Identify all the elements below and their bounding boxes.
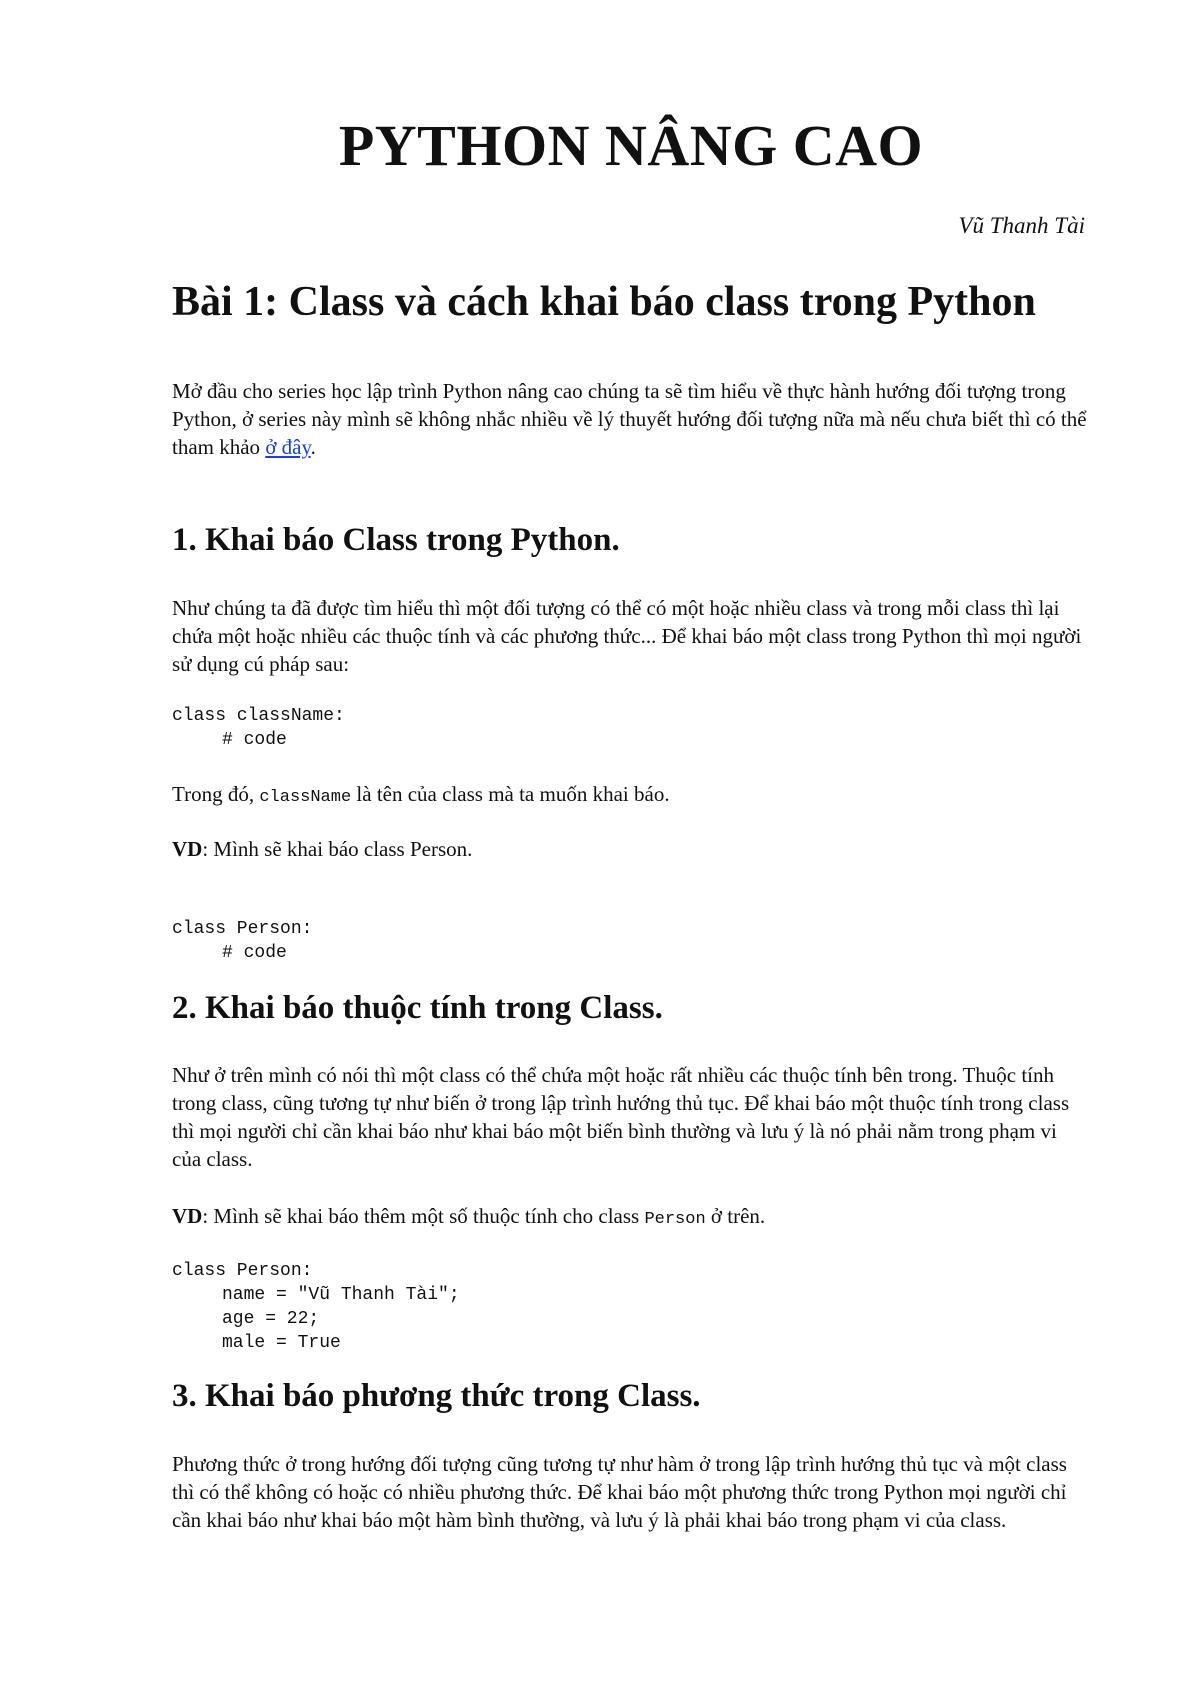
example-1-text: : Mình sẽ khai báo class Person. xyxy=(202,837,473,861)
code-block-person-attributes xyxy=(172,1259,460,1355)
section-2-paragraph: Như ở trên mình có nói thì một class có thể chứa một hoặc rất nhiều các thuộc tính bên trong. Thuộc tính trong class, cũng tương tự như biến ở trong lập trình hướng thủ tục. Để khai báo một thuộc tính trong class thì mọi người chỉ cần khai báo như khai báo một biến bình thường và lưu ý là nó phải nằm trong phạm vi của class. xyxy=(172,1063,1070,1171)
code-line: # code xyxy=(222,730,287,750)
section-2-title: 2. Khai báo thuộc tính trong Class. xyxy=(172,990,663,1026)
reference-link[interactable]: ở đây xyxy=(265,435,311,459)
section-3-paragraph: Phương thức ở trong hướng đối tượng cũng tương tự như hàm ở trong lập trình hướng thủ tục và một class thì có thể không có hoặc có nhiều phương thức. Để khai báo một phương thức trong Python mọi người chỉ cần khai báo như khai báo một hàm bình thường, và lưu ý là phải khai báo trong phạm vi của class. xyxy=(172,1452,1067,1532)
vd-label: VD xyxy=(172,1204,203,1228)
example-2-text: : Mình sẽ khai báo thêm một số thuộc tính cho class xyxy=(202,1204,645,1228)
code-line: age = 22; xyxy=(222,1309,320,1329)
section-1-title: 1. Khai báo Class trong Python. xyxy=(172,522,620,558)
intro-paragraph xyxy=(172,377,1090,461)
section-1-paragraph: Như chúng ta đã được tìm hiểu thì một đối tượng có thể có một hoặc nhiều class và trong mỗi class thì lại chứa một hoặc nhiều các thuộc tính và các phương thức... Để khai báo một class trong Python thì mọi người sử dụng cú pháp sau: xyxy=(172,596,1082,676)
intro-text: Mở đầu cho series học lập trình Python nâng cao chúng ta sẽ tìm hiểu về thực hành hướng đối tượng trong Python, ở series này mình sẽ không nhắc nhiều về lý thuyết hướng đối tượng nữa mà nếu chưa biết thì có thể tham khảo xyxy=(172,379,1087,459)
code-line: male = True xyxy=(222,1333,341,1353)
inline-code-classname: className xyxy=(259,788,352,807)
lesson-title: Bài 1: Class và cách khai báo class trong Python xyxy=(172,279,1036,325)
intro-text-end: . xyxy=(310,435,316,459)
inline-code-person: Person xyxy=(644,1210,706,1229)
classname-explanation xyxy=(172,780,1090,812)
code-line: class className: xyxy=(172,706,345,726)
code-line: # code xyxy=(222,943,287,963)
code-line: class Person: xyxy=(172,919,313,939)
document-title: PYTHON NÂNG CAO xyxy=(338,113,924,178)
section-3-title: 3. Khai báo phương thức trong Class. xyxy=(172,1378,701,1414)
code-block-person xyxy=(172,917,312,965)
explanation-text: Trong đó, xyxy=(172,782,260,806)
vd-label: VD xyxy=(172,837,203,861)
author-name: Vũ Thanh Tài xyxy=(958,213,1085,238)
example-1-label xyxy=(172,835,1090,863)
code-block-class-syntax xyxy=(172,704,345,752)
example-2-label xyxy=(172,1202,1090,1234)
explanation-text-end: là tên của class mà ta muốn khai báo. xyxy=(351,782,670,806)
example-2-text-end: ở trên. xyxy=(705,1204,766,1228)
code-line: name = "Vũ Thanh Tài"; xyxy=(222,1285,460,1305)
code-line: class Person: xyxy=(172,1261,313,1281)
